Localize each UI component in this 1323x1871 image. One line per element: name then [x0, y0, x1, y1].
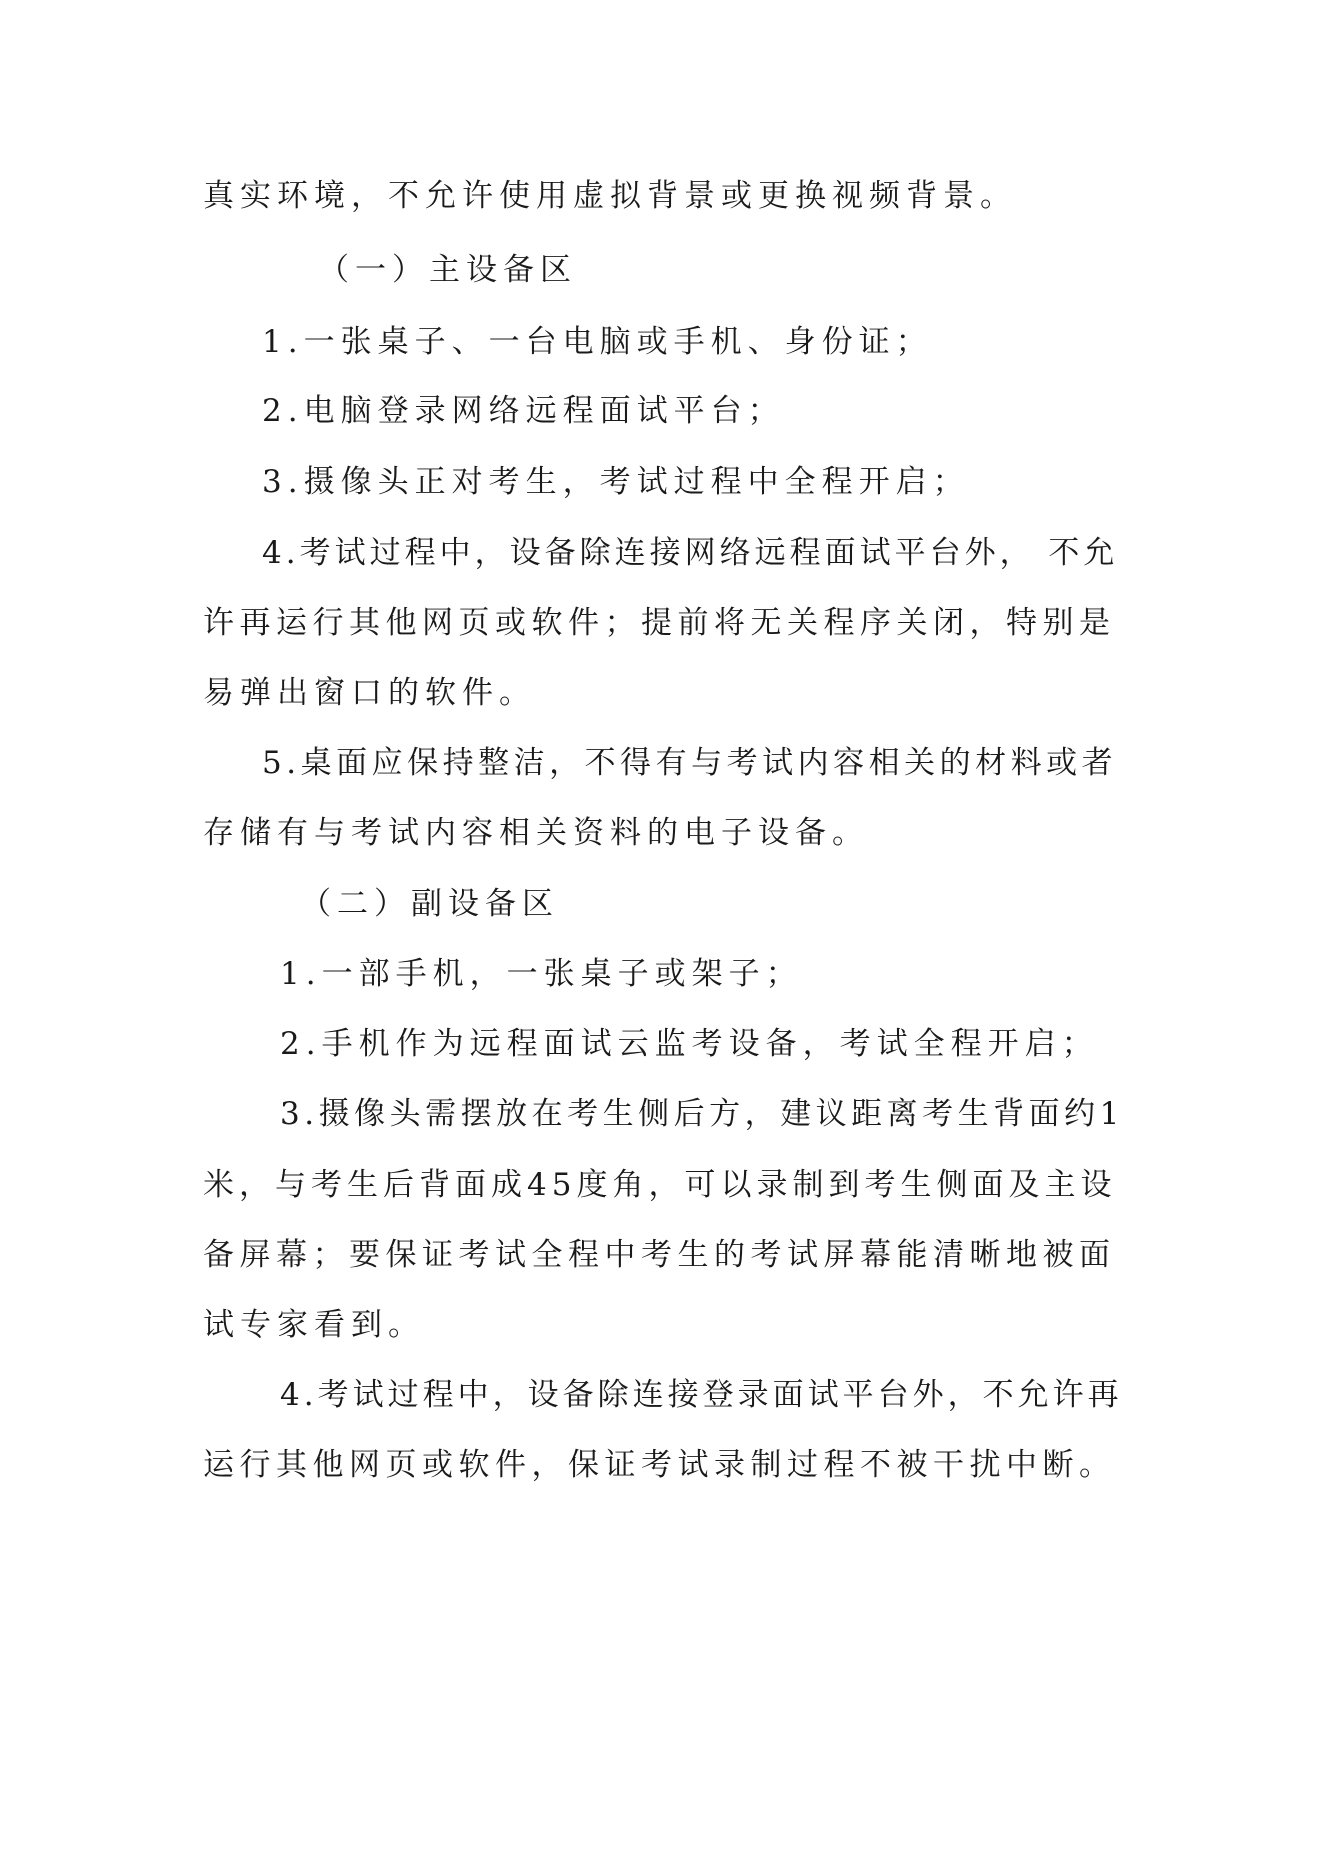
paragraph-line: 真实环境，不允许使用虚拟背景或更换视频背景。 [203, 178, 1017, 214]
list-item-line: 1.一部手机，一张桌子或架子； [280, 956, 803, 992]
list-item-line: 3.摄像头需摆放在考生侧后方，建议距离考生背面约1 [280, 1096, 1124, 1132]
list-item-line: 运行其他网页或软件，保证考试录制过程不被干扰中断。 [203, 1447, 1116, 1483]
section-heading-main-device: （一）主设备区 [318, 252, 577, 288]
list-item-line: 5.桌面应保持整洁，不得有与考试内容相关的材料或者 [262, 745, 1118, 781]
list-item-line: 3.摄像头正对考生，考试过程中全程开启； [262, 464, 970, 500]
list-item-line: 1.一张桌子、一台电脑或手机、身份证； [262, 324, 933, 360]
list-item-line: 许再运行其他网页或软件；提前将无关程序关闭，特别是 [203, 605, 1116, 641]
list-item-line: 2.电脑登录网络远程面试平台； [262, 393, 785, 429]
list-item-line: 易弹出窗口的软件。 [203, 675, 536, 711]
list-item-line: 试专家看到。 [203, 1307, 425, 1343]
list-item-line: 存储有与考试内容相关资料的电子设备。 [203, 815, 869, 851]
list-item-line: 4.考试过程中，设备除连接登录面试平台外，不允许再 [280, 1377, 1123, 1413]
section-heading-secondary-device: （二）副设备区 [300, 886, 559, 922]
list-item-line: 2.手机作为远程面试云监考设备，考试全程开启； [280, 1026, 1099, 1062]
list-item-line: 米，与考生后背面成45度角，可以录制到考生侧面及主设 [203, 1167, 1117, 1203]
list-item-line: 4.考试过程中，设备除连接网络远程面试平台外， 不允 [262, 535, 1119, 571]
list-item-line: 备屏幕；要保证考试全程中考生的考试屏幕能清晰地被面 [203, 1237, 1116, 1273]
